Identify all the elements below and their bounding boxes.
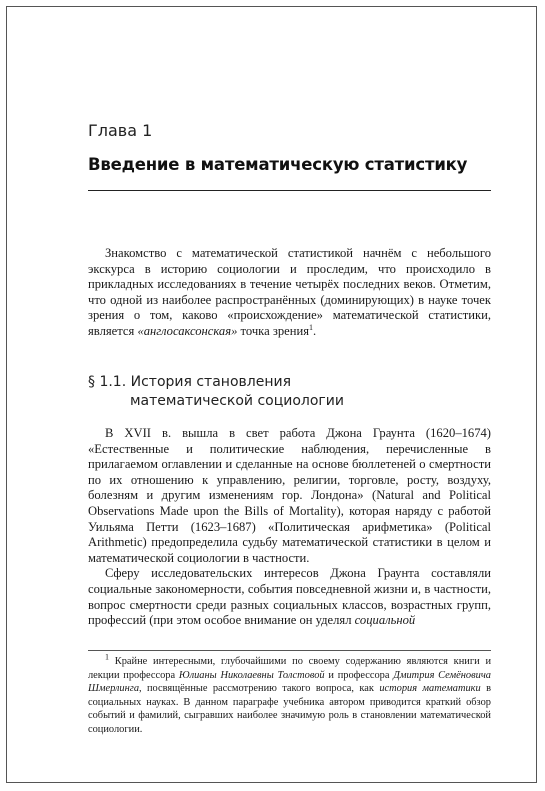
footnote-rule — [88, 650, 491, 651]
footnote-text-1: Крайне интересными, глубочайшими по своему содержанию являются книги и лекции профессора — [88, 656, 491, 681]
chapter-title-rule — [88, 190, 491, 191]
footnote-ref[interactable]: 1 — [308, 322, 313, 332]
section-paragraph-2-italic: социальной — [354, 613, 416, 628]
intro-paragraph — [88, 246, 491, 340]
footnote-text-3: , посвящённые рассмотрению такого вопроса, как — [139, 683, 380, 694]
section-heading — [88, 373, 491, 411]
footnote-text-2: и профессора — [324, 669, 394, 681]
intro-text: Знакомство с математической статистикой начнём с небольшого экскурса в историю социологии и проследим, что происходило в прикладных исследованиях в течение четырёх последних веков. Отметим, что одной из наиболее распространённых (доминирующих) в науке точек зрения о том, каково «происхождение» математической статистики, является — [88, 246, 491, 338]
chapter-label: Глава 1 — [88, 121, 153, 140]
intro-italic: «англосаксонская» — [137, 323, 238, 338]
section-heading-line2: математической социологии — [130, 393, 344, 409]
footnote — [88, 652, 491, 736]
section-paragraph-2-text: Сферу исследовательских интересов Джона Граунта составляли социальные закономерности, события повседневной жизни и, в частности, вопрос смертности среди разных социальных классов, возрастных групп, профессий (при этом особое внимание он уделял — [88, 566, 491, 628]
section-paragraph-1: В XVII в. вышла в свет работа Джона Граунта (1620–1674) «Естественные и политические наблюдения, перечисленные в прилагаемом оглавлении и сделанные на основе бюллетеней о смертности по их отношению к управлению, религии, торговле, росту, воздуху, болезням и другим изменениям гор. Лондона» (Natural and Political Observations Made upon the Bills of Mortality), которая наряду с работой Уильяма Петти (1623–1687) «Политическая арифметика» (Political Arithmetic) предопределила судьбу математической статистики в целом и математической социологии в частности. — [88, 426, 491, 565]
section-body — [88, 426, 491, 629]
chapter-title: Введение в математическую статистику — [88, 155, 468, 174]
section-heading-line1: § 1.1. История становления — [88, 374, 291, 390]
intro-end: . — [312, 323, 317, 338]
section-paragraph-2 — [88, 566, 491, 628]
footnote-text-4: в социальных науках. В данном параграфе учебника автором приводится краткий обзор событий и фамилий, сыгравших наиболее значимую роль в становлении математической социологии. — [88, 683, 491, 735]
intro-text-after: точка зрения — [237, 323, 309, 338]
footnote-name-2: Дмитрия Семёновича Шмерлинга — [88, 669, 491, 694]
footnote-marker: 1 — [105, 652, 109, 662]
footnote-name-1: Юлианы Николаевны Толстовой — [178, 669, 325, 681]
footnote-italic-3: история математики — [379, 683, 481, 694]
